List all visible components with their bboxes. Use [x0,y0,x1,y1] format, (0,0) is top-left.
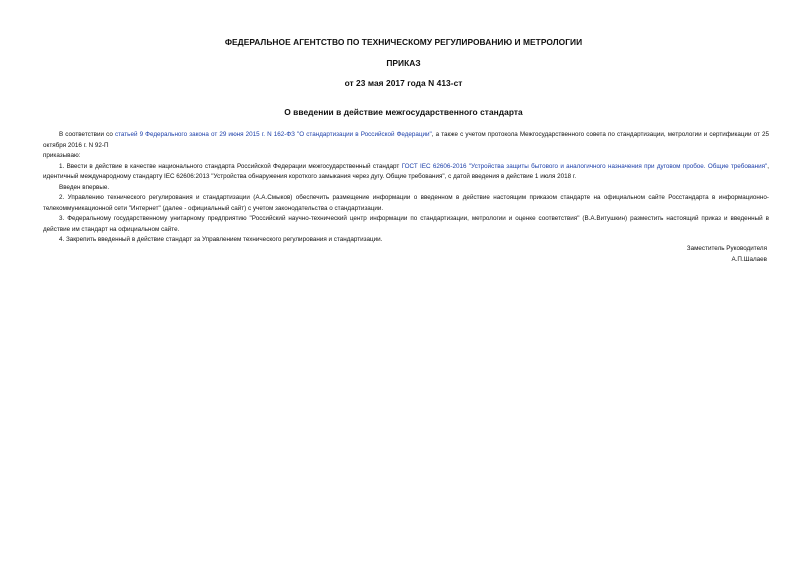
item-1-prefix: 1. Ввести в действие в качестве национального стандарта Российской Федерации межгосударственный стандарт [59,162,402,170]
item-1-suffix: , идентичный международному стандарту IEC 62606:2013 "Устройства обнаружения короткого замыкания через дугу. Общие требования", с датой введения в действие 1 июля 2018 г. [43,162,769,180]
order-kind-heading: ПРИКАЗ [386,58,421,68]
preamble-paragraph [43,130,769,151]
introduced-first-note: Введен впервые. [59,183,110,191]
order-date-number: от 23 мая 2017 года N 413-ст [344,78,463,88]
standard-link[interactable]: ГОСТ IEC 62606-2016 "Устройства защиты бытового и аналогичного назначения при дуговом пробое. Общие требования" [401,162,768,170]
signatory-name: А.П.Шалаев [731,255,767,263]
order-body [43,130,769,246]
order-title: О введении в действие межгосударственного стандарта [284,107,523,117]
item-3-paragraph: 3. Федеральному государственному унитарному предприятию "Российский научно-технический центр информации по стандартизации, метрологии и оценке соответствия" (В.А.Витушкин) разместить настоящий приказ и введенный в действие им стандарт на официальном сайте. [43,215,769,233]
item-1-paragraph [43,162,769,183]
item-2-paragraph: 2. Управлению технического регулирования и стандартизации (А.А.Смыков) обеспечить размещение информации о введенном в действие настоящим приказом стандарте на официальном сайте Росстандарта в информационно-телекоммуникационной сети "Интернет" (далее - официальный сайт) с учетом законодательства о стандартизации. [43,194,769,212]
item-4-paragraph: 4. Закрепить введенный в действие стандарт за Управлением технического регулирования и стандартизации. [59,236,383,243]
agency-heading: ФЕДЕРАЛЬНОЕ АГЕНТСТВО ПО ТЕХНИЧЕСКОМУ РЕГУЛИРОВАНИЮ И МЕТРОЛОГИИ [224,37,583,47]
signature-block [687,244,767,265]
preamble-prefix: В соответствии со [59,131,115,138]
preamble-suffix: , а также с учетом протокола Межгосударственного совета по стандартизации, метрологии и сертификации от 25 октября 2016 г. N 92-П [43,131,769,149]
order-word: приказываю: [43,152,81,159]
law-link[interactable]: статьей 9 Федерального закона от 29 июня 2015 г. N 162-ФЗ "О стандартизации в Российской Федерации" [114,131,432,138]
signatory-position: Заместитель Руководителя [686,245,767,252]
